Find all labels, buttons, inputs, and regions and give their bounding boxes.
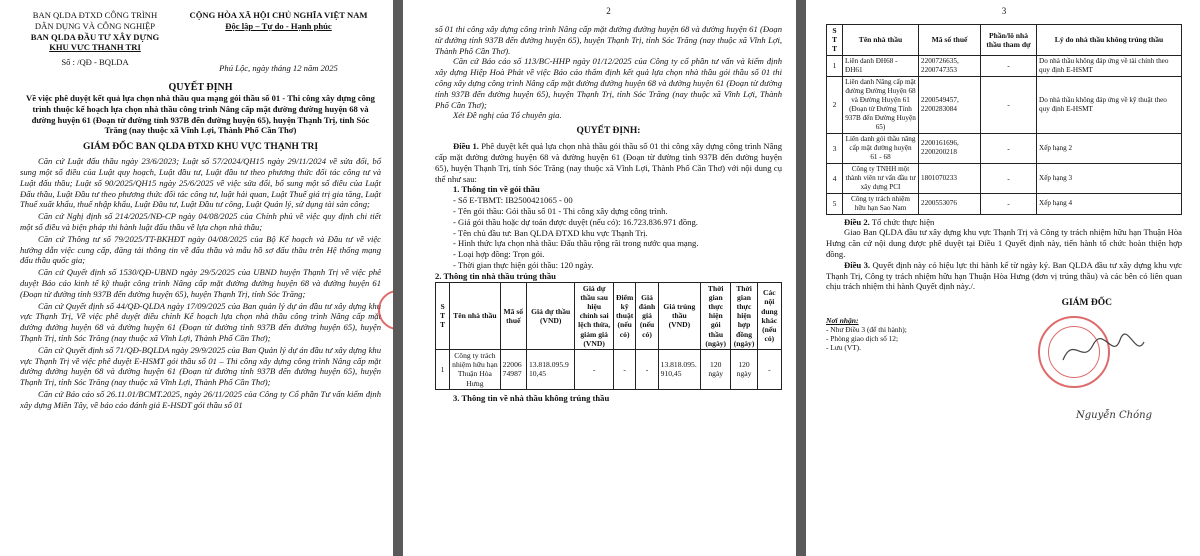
table-cell: 120 ngày [731,349,757,389]
legal-basis: Căn cứ Báo cáo số 26.11.01/BCMT.2025, ngày 26/11/2025 của Công ty Cổ phần Tư vấn kiểm định xây dựng Miền Tây, về báo cáo đánh giá E-HSDT gói thầu số 01 [20,388,381,410]
column-header: Giá dự thầu (VND) [526,282,575,349]
article-label: Điều 3. [844,259,871,270]
org-line: DÂN DỤNG VÀ CÔNG NGHIỆP [34,20,156,31]
signature-block [826,292,1182,442]
table-cell: Công ty TNHH một thành viên tư vấn đầu tư xây dựng PCI [843,163,919,193]
package-info-line: - Thời gian thực hiện gói thầu: 120 ngày. [453,259,594,270]
table-cell: 5 [827,193,843,214]
table-cell: 13.818.095.910,45 [658,349,700,389]
table-cell: 4 [827,163,843,193]
legal-basis: Căn cứ Luật đấu thầu ngày 23/6/2023; Luật số 57/2024/QH15 ngày 29/11/2024 về sửa đổi, bổ sung một số điều của Luật quy hoạch, Luật đầu tư, Luật đầu tư theo phương thức đối tác công tư và Luật đấu thầu; Luật số 90/2025/QH15 ngày 25/6/2025 về việc sửa đổi, bổ sung một số điều của Luật Đấu thầu, Luật Đầu tư theo phương thức đối tác công tư, luật hải quan, Luật Thuế giá trị gia tăng, Luật Thuế xuất khẩu, thuế nhập khẩu, Luật Đầu tư, Luật Đầu tư công, Luật Quản lý, sử dụng tài sản công; [20,156,381,210]
recipient-item: - Như Điều 3 (để thi hành); [826,325,907,335]
package-info-line: - Số E-TBMT: IB2500421065 - 00 [453,195,573,206]
table-cell: 120 ngày [701,349,731,389]
legal-basis: Căn cứ Báo cáo số 113/BC-HHP ngày 01/12/2025 của Công ty cổ phần tư vấn và kiểm định xây dựng Hiệp Hoà Phát về việc Báo cáo thẩm định kết quả lựa chọn nhà thầu gói thầu số 01 thi công xây dựng công trình Nâng cấp mặt đường đường huyện 68 và đường huyện 61 (Đoạn từ đường tỉnh 937B đến đường huyện 65), huyện Thạnh Trị, tỉnh Sóc Trăng (nay thuộc xã Vĩnh Lợi, Thành Phố Cần Thơ); [435,56,782,110]
document-title: QUYẾT ĐỊNH [168,81,233,93]
article-text: Phê duyệt kết quả lựa chọn nhà thầu gói thầu số 01 thi công xây dựng công trình Nâng cấp mặt đường đường huyện 68 và đường huyện 61 (Đoạn từ đường tỉnh 937B đến đường huyện 65), huyện Thạnh Trị, tỉnh Sóc Trăng (nay thuộc xã Vĩnh Lợi, Thành Phố Cần Thơ) với nội dung cụ thể như sau: [435,141,782,184]
table-cell: 2200553076 [919,193,981,214]
table-cell: 2 [827,76,843,133]
column-header: Phần/lô nhà thầu tham dự [981,25,1037,56]
table-cell: - [981,76,1037,133]
winning-bidder-table [435,282,782,390]
signer-title: GIÁM ĐỐC [1061,298,1112,309]
org-line: KHU VỰC THẠNH TRỊ [49,42,141,53]
table-cell: - [613,349,636,389]
table-cell: - [981,163,1037,193]
column-header: S T T [827,25,843,56]
page-number: 2 [606,6,611,16]
package-info-line: - Loại hợp đồng: Trọn gói. [453,249,545,260]
column-header: Tên nhà thầu [450,282,501,349]
place-date: Phú Lộc, ngày tháng 12 năm 2025 [219,63,338,74]
column-header: Lý do nhà thầu không trúng thầu [1037,25,1182,56]
column-header: Giá trúng thầu (VND) [658,282,700,349]
table-cell: - [636,349,658,389]
package-info-line: - Giá gói thầu hoặc dự toán được duyệt (nếu có): 16.723.836.971 đồng. [453,216,698,227]
column-header: Mã số thuế [919,25,981,56]
table-cell: 2200161696, 2200200218 [919,133,981,163]
continued-text: số 01 thi công xây dựng công trình Nâng cấp mặt đường đường huyện 68 và đường huyện 61 (Đoạn từ đường tỉnh 937B đến đường huyện 65), huyện Thạnh Trị, tỉnh Sóc Trăng (nay thuộc xã Vĩnh Lợi, Thành Phố Cần Thơ). [435,24,782,56]
proposal-text: Xét Đề nghị của Tổ chuyên gia. [453,110,562,121]
recipient-item: - Phòng giao dịch số 12; [826,334,899,344]
column-header: Giá dự thầu sau hiệu chỉnh sai lệch thừa, giảm giá (VND) [575,282,613,349]
recipient-item: - Lưu (VT). [826,343,861,353]
table-header-row [436,282,782,349]
national-header [176,10,381,53]
issuing-organization [20,10,170,53]
document-number: Số : /QĐ - BQLDA [61,57,129,68]
package-info-line: - Tên gói thầu: Gói thầu số 01 - Thi công xây dựng công trình. [453,205,668,216]
signature-scribble [1058,330,1148,370]
table-row [436,349,782,389]
article-1 [435,141,782,184]
section-heading: 3. Thông tin về nhà thầu không trúng thầu [453,392,610,403]
table-cell: 1801070233 [919,163,981,193]
column-header: Thời gian thực hiện gói thầu (ngày) [701,282,731,349]
article-text: Quyết định này có hiệu lực thi hành kể từ ngày ký. Ban QLDA đầu tư xây dựng khu vực Thạnh Trị, Công ty trách nhiệm hữu hạn Thuận Hòa Hưng (đơn vị trúng thầu) và các bên có liên quan chịu trách nhiệm thi hành Quyết định này./. [826,259,1182,292]
column-header: Các nội dung khác (nếu có) [757,282,781,349]
org-line: BAN QLDA ĐẦU TƯ XÂY DỰNG [30,31,160,42]
document-page-1 [0,0,393,556]
table-cell: - [981,55,1037,76]
article-text: Tổ chức thực hiện [869,216,935,227]
legal-basis: Căn cứ Thông tư số 79/2025/TT-BKHĐT ngày 04/08/2025 của Bộ Kế hoạch và Đầu tư về việc hướng dẫn việc cung cấp, đăng tải thông tin về đấu thầu và mẫu hồ sơ đấu thầu trên Hệ thống mạng đấu thầu quốc gia; [20,233,381,266]
document-header [20,10,381,53]
table-header-row [827,25,1182,56]
table-cell: Xếp hạng 3 [1037,163,1182,193]
national-motto: Độc lập – Tự do - Hạnh phúc [225,20,332,31]
number-date-row [20,57,381,74]
table-cell: Công ty trách nhiệm hữu hạn Thuận Hòa Hưng [450,349,501,389]
org-line: BAN QLDA ĐTXD CÔNG TRÌNH [32,10,158,20]
table-cell: 13.818.095.910,45 [526,349,575,389]
table-cell: 1 [827,55,843,76]
table-row [827,76,1182,133]
nation-name: CỘNG HÒA XÃ HỘI CHỦ NGHĨA VIỆT NAM [189,10,368,20]
table-cell: 1 [436,349,450,389]
section-heading: 1. Thông tin về gói thầu [453,184,540,195]
legal-basis: Căn cứ Quyết định số 44/QĐ-QLDA ngày 17/09/2025 của Ban quản lý dự án đầu tư xây dựng khu vực Thạnh Trị, Về việc phê duyệt điều chỉnh Kế hoạch lựa chọn nhà thầu công trình Nâng cấp mặt đường đường huyện 68 và đường huyện 61 (Đoạn từ đường tỉnh 937B đến đường huyện 65), huyện Thạnh Trị, tỉnh Sóc Trăng (nay thuộc xã Vĩnh Lợi, Thành Phố Cần Thơ); [20,300,381,343]
package-info-line: - Tên chủ đầu tư: Ban QLDA ĐTXD khu vực Thạnh Trị. [453,227,648,238]
table-cell: - [757,349,781,389]
table-row [827,133,1182,163]
column-header: Tên nhà thầu [843,25,919,56]
table-row [827,193,1182,214]
document-subtitle: Về việc phê duyệt kết quả lựa chọn nhà thầu qua mạng gói thầu số 01 - Thi công xây dựng công trình thuộc kế hoạch lựa chọn nhà thầu công trình Nâng cấp mặt đường đường huyện 68 và đường huyện 61 (Đoạn từ đường tỉnh 937B đến đường huyện 65), huyện Thạnh Trị, tỉnh Sóc Trăng (nay thuộc xã Vĩnh Lợi, Thành Phố Cần Thơ) [26,92,375,136]
table-cell: - [981,133,1037,163]
package-info-line: - Hình thức lựa chọn nhà thầu: Đấu thầu rộng rãi trong nước qua mạng. [453,238,699,249]
table-cell: - [981,193,1037,214]
column-header: Mã số thuế [500,282,526,349]
article-2 [826,217,1182,228]
signer-name: Nguyễn Chóng [1076,410,1152,422]
table-cell: Do nhà thầu không đáp ứng về kỹ thuật theo quy định E-HSMT [1037,76,1182,133]
column-header: Thời gian thực hiện hợp đồng (ngày) [731,282,757,349]
losing-bidders-table [826,24,1182,215]
section-heading: 2. Thông tin nhà thầu trúng thầu [435,270,556,281]
legal-basis: Căn cứ Nghị định số 214/2025/NĐ-CP ngày 04/08/2025 của Chính phủ về việc quy định chi tiết một số điều và biện pháp thi hành luật đấu thầu về lựa chọn nhà thầu; [20,211,381,232]
table-cell: - [575,349,613,389]
column-header: S T T [436,282,450,349]
table-cell: 2200726635, 2200747353 [919,55,981,76]
decision-heading: QUYẾT ĐỊNH: [576,126,641,137]
table-row [827,55,1182,76]
table-cell: Xếp hạng 2 [1037,133,1182,163]
legal-basis: Căn cứ Quyết định số 71/QĐ-BQLDA ngày 29/9/2025 của Ban Quản lý dự án đầu tư xây dựng khu vực Thạnh Trị về việc phê duyệt E-HSMT gói thầu số 01 – Thi công xây dựng công trình Nâng cấp mặt đường đường huyện 68 và đường huyện 61 (Đoạn từ đường tỉnh 937B đến đường huyện 65), huyện Thạnh Trị, tỉnh Sóc Trăng (nay thuộc xã Vĩnh Lợi, Thành Phố Cần Thơ); [20,344,381,388]
recipients-list [826,316,907,352]
table-cell: Công ty trách nhiệm hữu hạn Sao Nam [843,193,919,214]
article-body: Giao Ban QLDA đầu tư xây dựng khu vực Thạnh Trị và Công ty trách nhiệm hữu hạn Thuận Hòa Hưng căn cứ nội dung được phê duyệt tại Điều 1 Quyết định này, tiến hành tổ chức hoàn thiện hợp đồng. [826,227,1182,259]
table-cell: Liên danh Nâng cấp mặt đường Đường Huyện 68 và Đường Huyện 61 (Đoạn từ Đường Tỉnh 937B đến Đường Huyện 65) [843,76,919,133]
table-row [827,163,1182,193]
document-page-3 [806,0,1200,556]
article-label: Điều 1. [453,141,479,152]
table-cell: Liên danh ĐH68 - ĐH61 [843,55,919,76]
article-label: Điều 2. [844,216,870,227]
table-cell: Xếp hạng 4 [1037,193,1182,214]
table-cell: 3 [827,133,843,163]
document-page-2 [403,0,796,556]
recipients-label: Nơi nhận: [826,316,859,326]
column-header: Giá đánh giá (nếu có) [636,282,658,349]
authority-heading: GIÁM ĐỐC BAN QLDA ĐTXD KHU VỰC THẠNH TRỊ [82,142,319,153]
table-cell: 2200549457, 2200283084 [919,76,981,133]
article-3 [826,260,1182,292]
legal-basis: Căn cứ Quyết định số 1530/QĐ-UBND ngày 29/5/2025 của UBND huyện Thạnh Trị về việc phê duyệt Báo cáo kinh tế kỹ thuật công trình Nâng cấp mặt đường đường huyện 68 và đường huyện 61 (Đoạn từ đường tỉnh 937B đến đường huyện 65), huyện Thạnh Trị, tỉnh Sóc Trăng; [20,267,381,299]
table-cell: 2200674987 [500,349,526,389]
table-cell: Do nhà thầu không đáp ứng về tài chính theo quy định E-HSMT [1037,55,1182,76]
table-cell: Liên danh gói thầu nâng cấp mặt đường huyện 61 - 68 [843,133,919,163]
page-number: 3 [1001,6,1007,16]
column-header: Điểm kỹ thuật (nếu có) [613,282,636,349]
